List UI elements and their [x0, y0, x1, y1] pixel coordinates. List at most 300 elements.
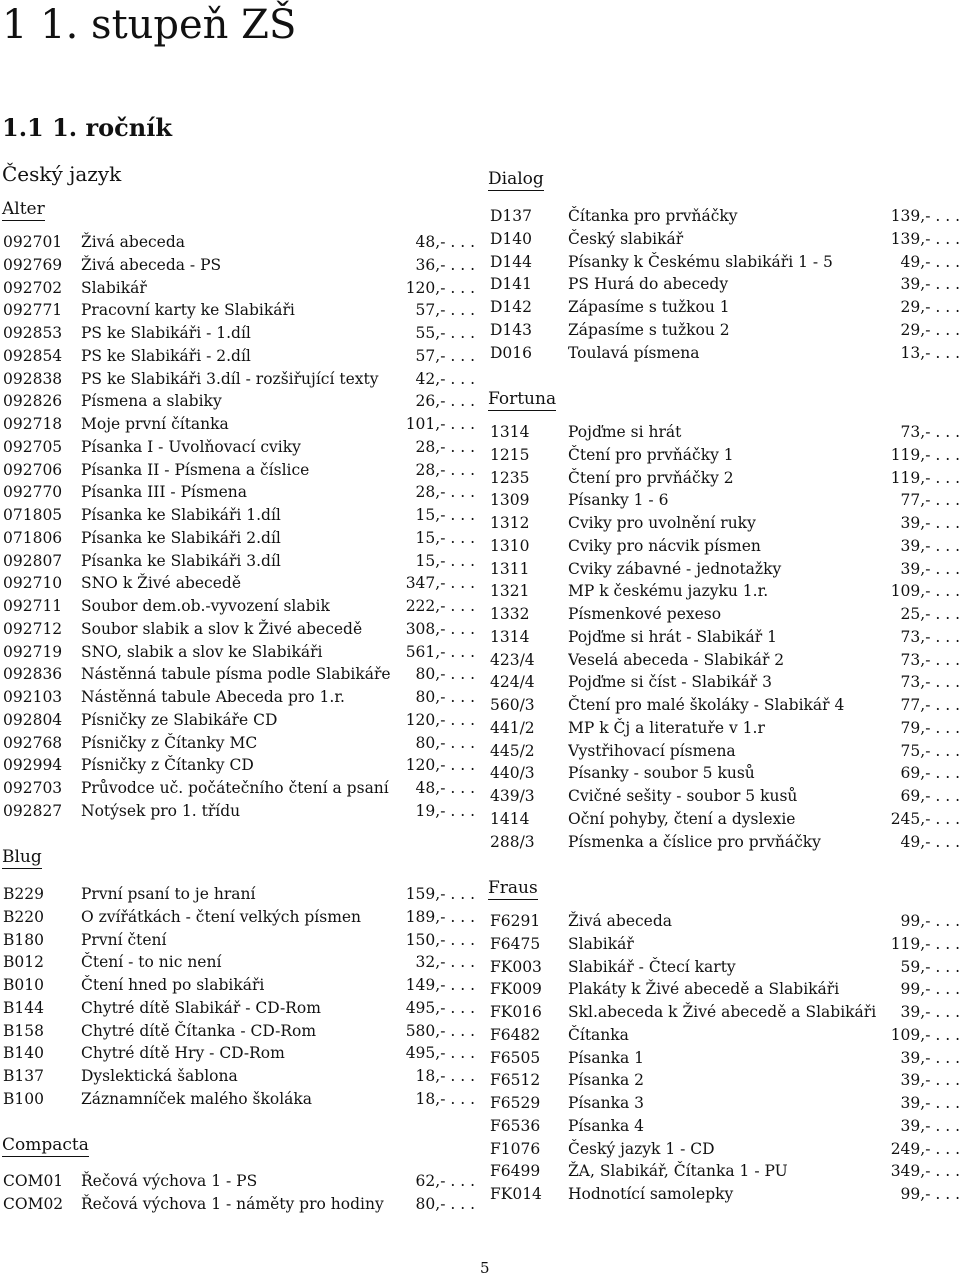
- catalog-row: [487, 535, 960, 558]
- item-code: D140: [490, 229, 533, 248]
- catalog-row: [487, 649, 960, 672]
- catalog-row: [0, 951, 475, 974]
- item-code: 440/3: [490, 764, 535, 783]
- item-price: 139,- . . .: [890, 207, 960, 225]
- catalog-row: [0, 906, 475, 929]
- item-price: 347,- . . .: [405, 574, 475, 593]
- item-code: B180: [3, 930, 44, 949]
- catalog-row: [0, 641, 475, 664]
- item-price: 80,- . . .: [415, 688, 475, 706]
- item-price: 495,- . . .: [405, 998, 475, 1017]
- item-title: Nástěnná tabule písma podle Slabikáře: [81, 665, 391, 684]
- catalog-row: [487, 785, 960, 808]
- catalog-row: [487, 1047, 960, 1070]
- item-price: 159,- . . .: [405, 885, 475, 903]
- catalog-row: [487, 489, 960, 512]
- item-title: O zvířátkách - čtení velkých písmen: [81, 907, 362, 926]
- item-code: 071806: [3, 528, 63, 547]
- item-code: 092710: [3, 574, 63, 593]
- item-title: MP k českému jazyku 1.r.: [568, 582, 769, 601]
- item-code: B100: [3, 1089, 44, 1108]
- chapter-heading: 1 1. stupeň ZŠ: [2, 2, 297, 48]
- catalog-row: [0, 663, 475, 686]
- item-code: F6475: [490, 934, 541, 953]
- item-code: D143: [490, 320, 533, 339]
- item-title: Čtení hned po slabikáři: [81, 976, 265, 994]
- catalog-row: [0, 686, 475, 709]
- item-title: Čtení pro malé školáky - Slabikář 4: [568, 696, 845, 714]
- item-price: 39,- . . .: [900, 1048, 960, 1067]
- item-code: B140: [3, 1044, 44, 1063]
- item-code: 092771: [3, 301, 63, 320]
- item-code: F6529: [490, 1094, 541, 1112]
- catalog-row: [0, 929, 475, 952]
- item-title: Čtení pro prvňáčky 2: [568, 468, 734, 487]
- item-title: Záznamníček malého školáka: [81, 1089, 313, 1108]
- catalog-row: [487, 1160, 960, 1183]
- item-title: Řečová výchova 1 - náměty pro hodiny: [81, 1194, 384, 1213]
- item-price: 49,- . . .: [900, 252, 960, 271]
- item-title: Slabikář: [568, 934, 634, 953]
- catalog-row: [487, 1092, 960, 1115]
- catalog-row: [0, 732, 475, 755]
- item-code: 092853: [3, 324, 63, 342]
- item-price: 245,- . . .: [890, 809, 960, 828]
- item-code: 092711: [3, 597, 63, 615]
- item-code: 092712: [3, 619, 63, 638]
- item-price: 39,- . . .: [900, 514, 960, 532]
- item-title: PS ke Slabikáři - 1.díl: [81, 324, 251, 342]
- item-title: Čtení pro prvňáčky 1: [568, 445, 734, 464]
- item-code: 092827: [3, 801, 63, 820]
- catalog-row: [487, 603, 960, 626]
- item-title: Živá abeceda: [568, 912, 673, 930]
- catalog-row: [487, 444, 960, 467]
- item-title: PS ke Slabikáři 3.díl - rozšiřující texty: [81, 369, 379, 388]
- catalog-row: [487, 512, 960, 535]
- item-code: D144: [490, 252, 533, 271]
- catalog-row: [487, 1183, 960, 1206]
- item-title: Český jazyk 1 - CD: [568, 1139, 715, 1158]
- item-price: 25,- . . .: [900, 605, 960, 623]
- item-title: Písničky ze Slabikáře CD: [81, 710, 278, 729]
- item-title: Hodnotící samolepky: [568, 1185, 734, 1203]
- item-price: 32,- . . .: [415, 953, 475, 972]
- item-code: F6291: [490, 912, 541, 930]
- item-title: Notýsek pro 1. třídu: [81, 801, 241, 820]
- item-title: Čtení - to nic není: [81, 953, 222, 972]
- item-title: Písanka 2: [568, 1071, 644, 1090]
- item-title: Živá abeceda: [81, 233, 186, 251]
- item-code: B012: [3, 953, 44, 972]
- item-title: Písanky 1 - 6: [568, 491, 669, 510]
- item-code: 092826: [3, 392, 63, 411]
- item-price: 62,- . . .: [415, 1172, 475, 1190]
- catalog-row: [0, 1020, 475, 1043]
- catalog-row: [0, 390, 475, 413]
- item-title: Slabikář - Čtecí karty: [568, 957, 736, 976]
- catalog-row: [0, 322, 475, 345]
- publisher-heading-fraus: Fraus: [488, 878, 538, 898]
- item-code: 092705: [3, 437, 63, 456]
- item-title: Moje první čítanka: [81, 415, 229, 433]
- item-title: Písanka II - Písmena a číslice: [81, 460, 310, 479]
- catalog-row: [0, 777, 475, 800]
- item-title: Písmenkové pexeso: [568, 605, 722, 623]
- item-price: 39,- . . .: [900, 1003, 960, 1021]
- item-title: Oční pohyby, čtení a dyslexie: [568, 809, 796, 828]
- item-title: Toulavá písmena: [568, 343, 700, 362]
- item-code: B158: [3, 1021, 44, 1040]
- item-price: 109,- . . .: [890, 582, 960, 601]
- item-title: Písanky - soubor 5 kusů: [568, 764, 755, 783]
- item-title: Cviky zábavné - jednotažky: [568, 559, 782, 578]
- catalog-row: [487, 251, 960, 274]
- catalog-row: [0, 1193, 475, 1216]
- subject-heading: Český jazyk: [2, 162, 122, 186]
- section-heading: 1.1 1. ročník: [2, 113, 172, 142]
- item-title: Skl.abeceda k Živé abecedě a Slabikáři: [568, 1003, 877, 1021]
- item-title: MP k Čj a literatuře v 1.r: [568, 718, 765, 737]
- item-code: 1311: [490, 559, 530, 578]
- catalog-row: [487, 558, 960, 581]
- item-title: Dyslektická šablona: [81, 1067, 238, 1085]
- item-title: Chytré dítě Hry - CD-Rom: [81, 1044, 285, 1063]
- catalog-row: [487, 421, 960, 444]
- item-code: FK014: [490, 1185, 542, 1203]
- item-code: B010: [3, 976, 44, 994]
- item-code: F6512: [490, 1071, 541, 1090]
- catalog-row: [0, 709, 475, 732]
- item-price: 119,- . . .: [890, 934, 960, 953]
- catalog-row: [487, 626, 960, 649]
- item-title: Cvičné sešity - soubor 5 kusů: [568, 787, 798, 805]
- item-title: Písanka ke Slabikáři 3.díl: [81, 551, 281, 570]
- item-code: 092703: [3, 779, 63, 797]
- catalog-row: [0, 436, 475, 459]
- item-price: 80,- . . .: [415, 1194, 475, 1213]
- item-price: 28,- . . .: [415, 483, 475, 502]
- catalog-row: [487, 978, 960, 1001]
- item-code: 441/2: [490, 718, 535, 737]
- item-code: B144: [3, 998, 44, 1017]
- item-price: 77,- . . .: [900, 491, 960, 510]
- item-title: Písanka 1: [568, 1048, 644, 1067]
- catalog-row: [0, 754, 475, 777]
- item-title: Písanka I - Uvolňovací cviky: [81, 437, 301, 456]
- catalog-row: [487, 1024, 960, 1047]
- item-title: PS Hurá do abecedy: [568, 275, 729, 294]
- item-price: 18,- . . .: [415, 1067, 475, 1085]
- catalog-row: [487, 956, 960, 979]
- item-code: 423/4: [490, 650, 535, 669]
- item-title: Zápasíme s tužkou 1: [568, 298, 730, 316]
- item-price: 99,- . . .: [900, 980, 960, 999]
- catalog-row: [0, 1042, 475, 1065]
- item-title: Písanka ke Slabikáři 2.díl: [81, 528, 281, 547]
- catalog-row: [0, 550, 475, 573]
- item-code: B220: [3, 907, 44, 926]
- page-number: 5: [480, 1259, 490, 1277]
- item-price: 13,- . . .: [900, 343, 960, 362]
- item-price: 36,- . . .: [415, 255, 475, 274]
- catalog-row: [0, 618, 475, 641]
- item-price: 73,- . . .: [900, 627, 960, 646]
- item-code: 092718: [3, 415, 63, 433]
- publisher-heading-compacta: Compacta: [2, 1135, 89, 1155]
- catalog-row: [0, 277, 475, 300]
- catalog-row: [0, 800, 475, 823]
- item-code: 424/4: [490, 673, 535, 692]
- item-price: 55,- . . .: [415, 324, 475, 342]
- item-title: SNO k Živé abecedě: [81, 574, 242, 593]
- publisher-heading-alter: Alter: [2, 199, 45, 219]
- item-code: 092719: [3, 642, 63, 661]
- item-title: Soubor dem.ob.-vyvození slabik: [81, 597, 330, 615]
- catalog-row: [487, 671, 960, 694]
- item-code: 1309: [490, 491, 530, 510]
- catalog-row: [0, 504, 475, 527]
- item-price: 149,- . . .: [405, 976, 475, 994]
- item-code: F6536: [490, 1116, 541, 1135]
- catalog-row: [487, 933, 960, 956]
- item-title: Pojďme si hrát - Slabikář 1: [568, 627, 777, 646]
- catalog-row: [487, 1138, 960, 1161]
- item-price: 99,- . . .: [900, 1185, 960, 1203]
- item-title: Průvodce uč. počátečního čtení a psaní: [81, 779, 389, 797]
- item-code: 1215: [490, 445, 530, 464]
- item-price: 69,- . . .: [900, 787, 960, 805]
- item-code: 092807: [3, 551, 63, 570]
- item-title: Plakáty k Živé abecedě a Slabikáři: [568, 980, 840, 999]
- item-price: 222,- . . .: [405, 597, 475, 615]
- publisher-heading-dialog: Dialog: [488, 169, 544, 189]
- item-price: 109,- . . .: [890, 1025, 960, 1044]
- catalog-row: [0, 299, 475, 322]
- item-title: Čítanka pro prvňáčky: [568, 207, 738, 225]
- item-title: Český slabikář: [568, 229, 684, 248]
- item-price: 73,- . . .: [900, 423, 960, 441]
- catalog-row: [487, 342, 960, 365]
- item-price: 59,- . . .: [900, 957, 960, 976]
- item-code: F6482: [490, 1025, 541, 1044]
- item-price: 80,- . . .: [415, 733, 475, 752]
- item-title: Veselá abeceda - Slabikář 2: [568, 650, 785, 669]
- item-code: 092701: [3, 233, 63, 251]
- item-code: 092804: [3, 710, 63, 729]
- catalog-row: [487, 910, 960, 933]
- catalog-row: [487, 740, 960, 763]
- item-title: Písničky z Čítanky CD: [81, 756, 254, 775]
- item-code: 092770: [3, 483, 63, 502]
- item-title: Chytré dítě Slabikář - CD-Rom: [81, 998, 321, 1017]
- item-price: 28,- . . .: [415, 437, 475, 456]
- catalog-row: [487, 228, 960, 251]
- item-price: 28,- . . .: [415, 460, 475, 479]
- item-price: 39,- . . .: [900, 536, 960, 555]
- item-title: Živá abeceda - PS: [81, 255, 222, 274]
- publisher-heading-fortuna: Fortuna: [488, 389, 557, 409]
- item-title: Slabikář: [81, 278, 147, 297]
- catalog-row: [487, 580, 960, 603]
- item-price: 580,- . . .: [405, 1021, 475, 1040]
- item-price: 15,- . . .: [415, 551, 475, 570]
- item-title: Chytré dítě Čítanka - CD-Rom: [81, 1021, 317, 1040]
- catalog-row: [0, 883, 475, 906]
- item-code: 1321: [490, 582, 530, 601]
- item-price: 139,- . . .: [890, 229, 960, 248]
- item-code: D137: [490, 207, 533, 225]
- catalog-row: [0, 254, 475, 277]
- catalog-row: [487, 762, 960, 785]
- item-title: Písničky z Čítanky MC: [81, 733, 258, 752]
- item-price: 39,- . . .: [900, 275, 960, 294]
- item-price: 80,- . . .: [415, 665, 475, 684]
- catalog-row: [487, 717, 960, 740]
- item-price: 42,- . . .: [415, 369, 475, 388]
- catalog-row: [487, 1001, 960, 1024]
- item-code: FK016: [490, 1003, 542, 1021]
- item-code: 1332: [490, 605, 530, 623]
- item-title: SNO, slabik a slov ke Slabikáři: [81, 642, 323, 661]
- item-price: 29,- . . .: [900, 320, 960, 339]
- item-price: 48,- . . .: [415, 779, 475, 797]
- item-price: 150,- . . .: [405, 930, 475, 949]
- item-code: D141: [490, 275, 533, 294]
- item-price: 120,- . . .: [405, 756, 475, 775]
- item-title: Vystřihovací písmena: [568, 741, 736, 760]
- catalog-row: [487, 319, 960, 342]
- item-price: 18,- . . .: [415, 1089, 475, 1108]
- item-title: Písanky k Českému slabikáři 1 - 5: [568, 252, 833, 271]
- item-code: 092836: [3, 665, 63, 684]
- item-code: FK009: [490, 980, 542, 999]
- item-code: F6499: [490, 1162, 541, 1181]
- catalog-row: [487, 273, 960, 296]
- item-price: 77,- . . .: [900, 696, 960, 714]
- item-price: 308,- . . .: [405, 619, 475, 638]
- catalog-row: [0, 595, 475, 618]
- item-code: 1414: [490, 809, 530, 828]
- item-code: 092854: [3, 346, 63, 365]
- catalog-row: [487, 694, 960, 717]
- item-price: 189,- . . .: [405, 907, 475, 926]
- item-code: D016: [490, 343, 533, 362]
- item-title: Zápasíme s tužkou 2: [568, 320, 730, 339]
- item-price: 495,- . . .: [405, 1044, 475, 1063]
- item-code: 071805: [3, 506, 63, 524]
- item-title: Cviky pro uvolnění ruky: [568, 514, 756, 532]
- item-title: Čítanka: [568, 1025, 629, 1044]
- catalog-row: [487, 205, 960, 228]
- item-price: 19,- . . .: [415, 801, 475, 820]
- catalog-row: [0, 459, 475, 482]
- catalog-row: [0, 1170, 475, 1193]
- item-title: ŽA, Slabikář, Čítanka 1 - PU: [568, 1162, 788, 1181]
- item-price: 15,- . . .: [415, 506, 475, 524]
- item-price: 26,- . . .: [415, 392, 475, 411]
- catalog-row: [0, 345, 475, 368]
- item-code: 092769: [3, 255, 63, 274]
- item-code: 092103: [3, 688, 63, 706]
- item-price: 119,- . . .: [890, 445, 960, 464]
- item-code: COM02: [3, 1194, 64, 1213]
- item-price: 15,- . . .: [415, 528, 475, 547]
- item-code: 1235: [490, 468, 530, 487]
- item-code: 1312: [490, 514, 530, 532]
- item-price: 39,- . . .: [900, 559, 960, 578]
- item-title: Nástěnná tabule Abeceda pro 1.r.: [81, 688, 345, 706]
- item-title: Písanka III - Písmena: [81, 483, 248, 502]
- item-code: F1076: [490, 1139, 541, 1158]
- catalog-row: [0, 572, 475, 595]
- catalog-row: [0, 997, 475, 1020]
- item-code: COM01: [3, 1172, 64, 1190]
- item-price: 119,- . . .: [890, 468, 960, 487]
- item-price: 57,- . . .: [415, 301, 475, 320]
- item-title: Písmena a slabiky: [81, 392, 222, 411]
- item-code: FK003: [490, 957, 542, 976]
- catalog-row: [487, 467, 960, 490]
- item-title: Písanka 3: [568, 1094, 644, 1112]
- item-code: 1310: [490, 536, 530, 555]
- item-price: 57,- . . .: [415, 346, 475, 365]
- catalog-row: [0, 1088, 475, 1111]
- item-title: Písanka ke Slabikáři 1.díl: [81, 506, 281, 524]
- item-title: Pojďme si hrát: [568, 423, 682, 441]
- item-price: 49,- . . .: [900, 832, 960, 851]
- catalog-row: [487, 1069, 960, 1092]
- item-code: 560/3: [490, 696, 535, 714]
- item-code: 092838: [3, 369, 63, 388]
- item-code: 439/3: [490, 787, 535, 805]
- item-price: 48,- . . .: [415, 233, 475, 251]
- publisher-heading-blug: Blug: [2, 847, 42, 867]
- item-code: B229: [3, 885, 44, 903]
- item-price: 561,- . . .: [405, 642, 475, 661]
- catalog-row: [487, 296, 960, 319]
- catalog-row: [0, 413, 475, 436]
- item-price: 79,- . . .: [900, 718, 960, 737]
- item-title: První čtení: [81, 930, 167, 949]
- item-price: 120,- . . .: [405, 710, 475, 729]
- item-price: 75,- . . .: [900, 741, 960, 760]
- item-code: 092706: [3, 460, 63, 479]
- item-price: 99,- . . .: [900, 912, 960, 930]
- item-title: Písmenka a číslice pro prvňáčky: [568, 832, 821, 851]
- item-title: Písanka 4: [568, 1116, 644, 1135]
- item-price: 101,- . . .: [405, 415, 475, 433]
- catalog-row: [0, 481, 475, 504]
- item-code: 092702: [3, 278, 63, 297]
- item-code: F6505: [490, 1048, 541, 1067]
- item-code: D142: [490, 298, 533, 316]
- catalog-row: [0, 527, 475, 550]
- item-code: B137: [3, 1067, 44, 1085]
- item-code: 1314: [490, 423, 530, 441]
- item-title: Cviky pro nácvik písmen: [568, 536, 761, 555]
- item-price: 39,- . . .: [900, 1071, 960, 1090]
- catalog-row: [487, 831, 960, 854]
- catalog-row: [0, 1065, 475, 1088]
- item-title: PS ke Slabikáři - 2.díl: [81, 346, 251, 365]
- catalog-row: [487, 1115, 960, 1138]
- item-title: Pracovní karty ke Slabikáři: [81, 301, 295, 320]
- item-price: 349,- . . .: [890, 1162, 960, 1181]
- item-code: 1314: [490, 627, 530, 646]
- item-price: 29,- . . .: [900, 298, 960, 316]
- catalog-row: [0, 974, 475, 997]
